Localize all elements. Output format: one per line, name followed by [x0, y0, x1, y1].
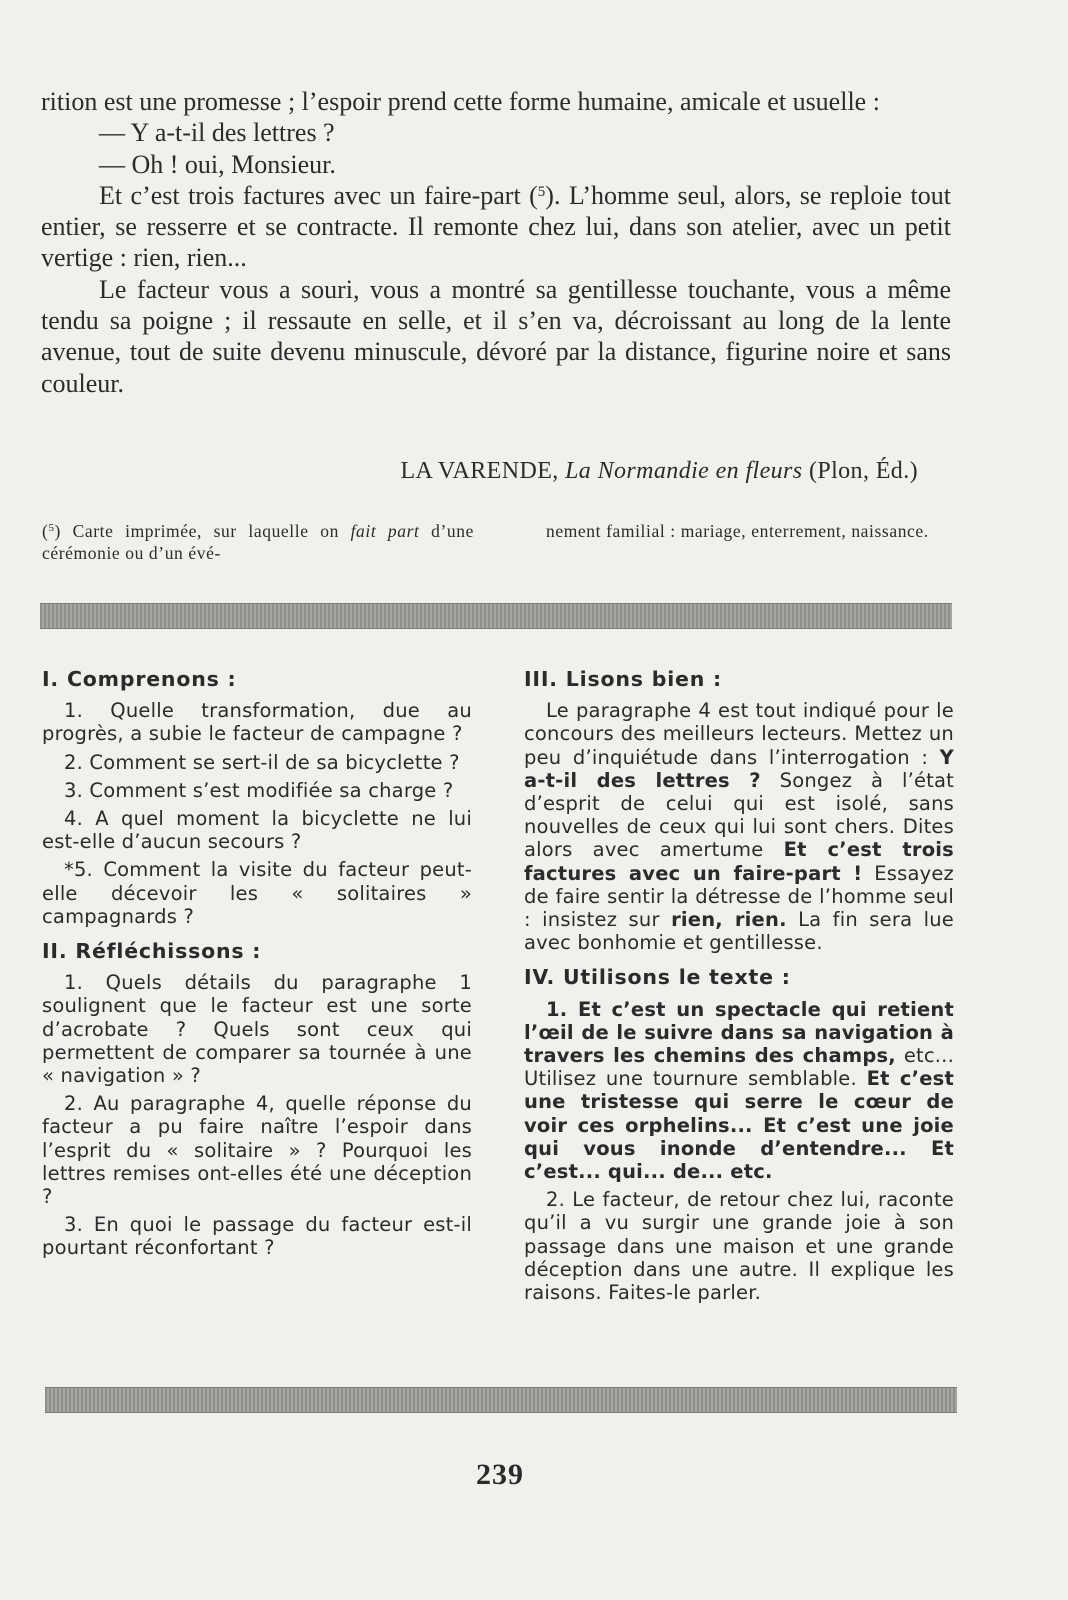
- quoted-text: Et c’est une tristesse qui serre le cœur de voir ces orphelins... Et c’est une joie qui vous inonde d’entendre... Et c’est... qui... de... etc.: [524, 1067, 954, 1184]
- dialogue-line: — Y a-t-il des lettres ?: [99, 118, 335, 148]
- footnote-right: nement familial : mariage, enterrement, naissance.: [546, 521, 929, 541]
- section-heading-utilisons: IV. Utilisons le texte :: [524, 965, 791, 990]
- question: 3. Comment s’est modifiée sa charge ?: [64, 778, 454, 802]
- publisher: (Plon, Éd.): [808, 458, 918, 484]
- exercise-column-right: [524, 668, 954, 1309]
- page-number: 239: [476, 1458, 524, 1491]
- footnote-italic: fait part: [350, 521, 420, 541]
- instruction-text: La fin sera lue avec bonhomie et gentillesse.: [524, 908, 954, 955]
- question: 1. Quels détails du paragraphe 1 soulignent que le facteur est une sorte d’acrobate ? Quels sont ceux qui permettent de comparer sa tournée à une « navigation » ?: [42, 971, 472, 1088]
- footnote-marker: 5: [48, 522, 55, 534]
- prose-paragraph: Le facteur vous a souri, vous a montré sa gentillesse touchante, vous a même tendu sa poigne ; il ressaute en selle, et il s’en va, décroissant au long de la lente avenue, tout de suite devenu minuscule, dévoré par la distance, figurine noire et sans couleur.: [41, 274, 951, 398]
- question: 1. Quelle transformation, due au progrès, a subie le facteur de campagne ?: [42, 699, 472, 746]
- question: 2. Au paragraphe 4, quelle réponse du facteur a pu faire naître l’espoir dans l’esprit du « solitaire » ? Pourquoi les lettres remises ont-elles été une déception ?: [42, 1092, 472, 1209]
- instruction-text: Le paragraphe 4 est tout indiqué pour le concours des meilleurs lecteurs. Mettez un peu d’inquiétude dans l’interrogation :: [524, 699, 954, 769]
- dialogue-line: — Oh ! oui, Monsieur.: [99, 149, 336, 179]
- footnote-left: ($^5$) Carte imprimée, sur laquelle on fait part d’une cérémonie ou d’un évé-: [42, 521, 474, 563]
- author-name: LA VARENDE,: [400, 458, 559, 484]
- prose-paragraph: rition est une promesse ; l’espoir prend cette forme humaine, amicale et usuelle :: [41, 87, 880, 116]
- prose-text: Et c’est trois factures avec un faire-part (: [99, 180, 538, 210]
- instruction-text: Songez à l’état d’esprit de celui qui est isolé, sans nouvelles de ceux qui lui sont chers. Dites alors avec amertume: [524, 768, 954, 862]
- footnote-ref[interactable]: 5: [537, 183, 546, 200]
- divider-band: [40, 603, 952, 629]
- quoted-text: rien, rien.: [671, 908, 787, 932]
- instruction: [524, 998, 954, 1184]
- question: 2. Comment se sert-il de sa bicyclette ?: [64, 750, 460, 774]
- quoted-text: Y a-t-il des lettres ?: [524, 745, 954, 792]
- section-heading-reflechissons: II. Réfléchissons :: [42, 939, 262, 964]
- work-title: La Normandie en fleurs: [565, 458, 803, 484]
- quoted-text: Et c’est trois factures avec un faire-part !: [524, 838, 954, 885]
- quoted-text: 1. Et c’est un spectacle qui retient l’œil de le suivre dans sa navigation à travers les chemins des champs,: [524, 997, 954, 1068]
- exercise-column-left: [42, 668, 472, 1265]
- prose-text: ). L’homme seul, alors, se reploie tout entier, se resserre et se contracte. Il remonte chez lui, dans son atelier, avec un petit vertige : rien, rien...: [41, 180, 951, 273]
- divider-band: [45, 1387, 957, 1413]
- instruction: 2. Le facteur, de retour chez lui, raconte qu’il a vu surgir une grande joie à son passage dans une maison et une grande déception dans une autre. Il explique les raisons. Faites-le parler.: [524, 1188, 954, 1305]
- section-heading-comprenons: I. Comprenons :: [42, 667, 237, 691]
- footnote-text: d’une cérémonie ou d’un évé-: [42, 521, 474, 563]
- instruction-text: etc... Utilisez une tournure semblable.: [524, 1044, 954, 1091]
- section-heading-lisons: III. Lisons bien :: [524, 667, 723, 691]
- instruction: [524, 699, 954, 954]
- footnote-text: Carte imprimée, sur laquelle on: [72, 521, 339, 541]
- prose-excerpt: [41, 86, 951, 399]
- question: *5. Comment la visite du facteur peut-elle décevoir les « solitaires » campagnards ?: [42, 858, 472, 928]
- source-attribution: [0, 458, 918, 485]
- instruction-text: Essayez de faire sentir la détresse de l’homme seul : insistez sur: [524, 861, 954, 932]
- question: 4. A quel moment la bicyclette ne lui est-elle d’aucun secours ?: [42, 807, 472, 854]
- question: 3. En quoi le passage du facteur est-il pourtant réconfortant ?: [42, 1213, 472, 1260]
- prose-paragraph: [41, 180, 951, 274]
